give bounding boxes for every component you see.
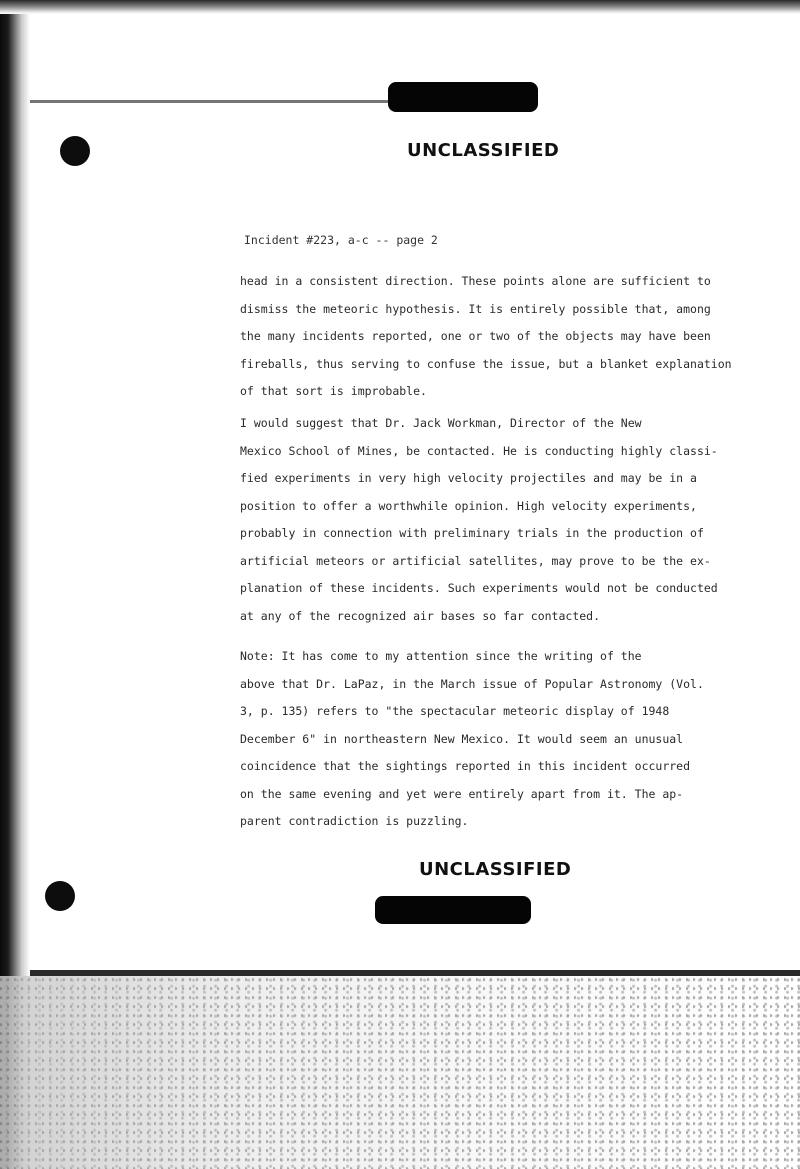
paragraph-1 [240,268,740,406]
text-line: artificial meteors or artificial satellites, may prove to be the ex- [240,553,711,568]
text-line: Mexico School of Mines, be contacted. He is conducting highly classi- [240,443,718,458]
text-line: head in a consistent direction. These points alone are sufficient to [240,274,711,288]
text-line: I would suggest that Dr. Jack Workman, Director of the New [240,416,642,430]
text-line: probably in connection with preliminary trials in the production of [240,526,704,540]
text-line: of that sort is improbable. [240,384,427,398]
redaction-bar-bottom [375,896,531,924]
text-line: 3, p. 135) refers to "the spectacular meteoric display of 1948 [240,704,670,718]
text-line: fied experiments in very high velocity projectiles and may be in a [240,471,697,485]
top-rule [30,100,430,103]
page-header: Incident #223, a-c -- page 2 [244,233,438,247]
text-line: position to offer a worthwhile opinion. High velocity experiments, [240,498,697,513]
text-line: December 6" in northeastern New Mexico. It would seem an unusual [240,731,684,746]
punch-hole-top [60,136,90,166]
text-line: dismiss the meteoric hypothesis. It is entirely possible that, among [240,301,711,316]
text-line: above that Dr. LaPaz, in the March issue of Popular Astronomy (Vol. [240,676,704,691]
redaction-bar-top [388,82,538,112]
classification-stamp-bottom: UNCLASSIFIED [419,859,572,880]
classification-stamp-top: UNCLASSIFIED [407,140,560,161]
text-line: parent contradiction is puzzling. [240,814,469,828]
text-line: on the same evening and yet were entirely apart from it. The ap- [240,786,684,801]
paragraph-note [240,643,740,836]
text-line: fireballs, thus serving to confuse the issue, but a blanket explanation [240,356,732,371]
scan-noise-band [0,976,800,1169]
text-line: coincidence that the sightings reported in this incident occurred [240,759,691,773]
text-line: Note: It has come to my attention since the writing of the [240,649,642,663]
text-line: at any of the recognized air bases so far contacted. [240,608,601,623]
text-line: the many incidents reported, one or two of the objects may have been [240,329,711,343]
punch-hole-bottom [45,881,75,911]
paragraph-2 [240,410,740,630]
text-line: planation of these incidents. Such experiments would not be conducted [240,581,718,595]
scan-top-edge [0,0,800,14]
